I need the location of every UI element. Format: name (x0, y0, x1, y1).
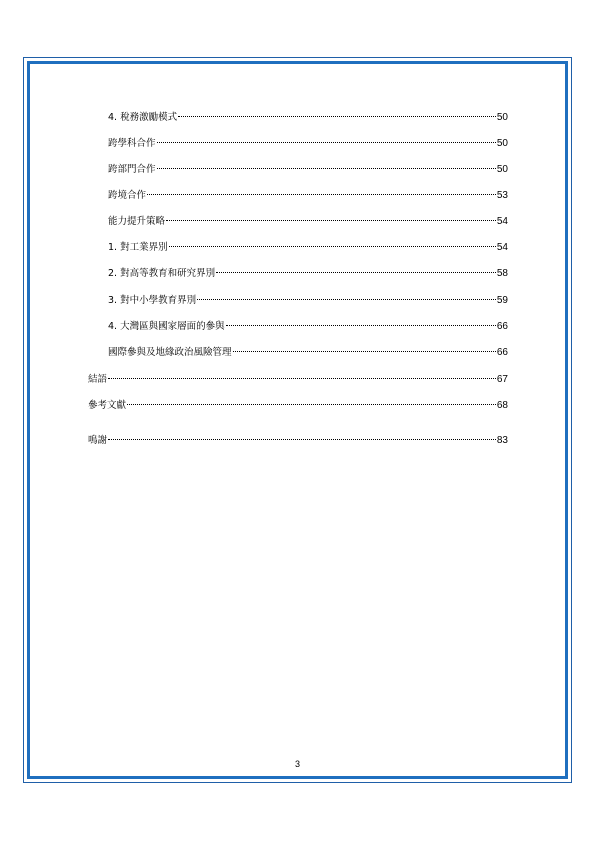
toc-leader-dots (169, 246, 496, 247)
toc-entry-page: 50 (496, 138, 508, 149)
toc-entry-label: 2. 對高等教育和研究界別 (108, 268, 216, 279)
toc-leader-dots (197, 299, 496, 300)
toc-entry-label: 結語 (88, 374, 108, 385)
toc-entry-label: 4. 大灣區與國家層面的參與 (108, 321, 225, 332)
toc-entry[interactable] (108, 294, 508, 308)
toc-entry-page: 50 (496, 164, 508, 175)
toc-entry[interactable] (108, 215, 508, 229)
toc-leader-dots (157, 168, 496, 169)
toc-entry-page: 83 (496, 435, 508, 446)
toc-entry-label: 3. 對中小學教育界別 (108, 295, 197, 306)
toc-entry-page: 67 (496, 374, 508, 385)
toc-entry[interactable] (108, 163, 508, 177)
toc-entry-page: 53 (496, 190, 508, 201)
toc-entry-page: 68 (496, 400, 508, 411)
toc-entry-label: 4. 稅務激勵模式 (108, 112, 178, 123)
toc-entry-label: 跨部門合作 (108, 164, 156, 175)
toc-entry[interactable] (108, 346, 508, 360)
page-number: 3 (294, 759, 300, 769)
toc-leader-dots (166, 220, 496, 221)
toc-leader-dots (127, 404, 496, 405)
toc-leader-dots (233, 351, 496, 352)
toc-leader-dots (178, 116, 496, 117)
toc-entry-page: 54 (496, 242, 508, 253)
toc-entry[interactable] (88, 399, 508, 413)
toc-entry-label: 能力提升策略 (108, 216, 166, 227)
toc-entry-page: 66 (496, 347, 508, 358)
toc-entry-page: 59 (496, 295, 508, 306)
toc-entry-label: 鳴謝 (88, 435, 108, 446)
toc-entry-page: 50 (496, 112, 508, 123)
toc-leader-dots (147, 194, 496, 195)
toc-entry-label: 參考文獻 (88, 400, 127, 411)
toc-entry-label: 國際參與及地緣政治風險管理 (108, 347, 232, 358)
toc-leader-dots (216, 272, 496, 273)
toc-entry[interactable] (108, 137, 508, 151)
toc-entry[interactable] (108, 189, 508, 203)
toc-entry-page: 66 (496, 321, 508, 332)
toc-entry-page: 58 (496, 268, 508, 279)
toc-leader-dots (226, 325, 496, 326)
toc-entry-label: 跨學科合作 (108, 138, 156, 149)
toc-entry-label: 跨境合作 (108, 190, 147, 201)
toc-entry[interactable] (108, 267, 508, 281)
toc-leader-dots (108, 439, 496, 440)
toc-entry[interactable] (88, 434, 508, 448)
toc-entry[interactable] (108, 241, 508, 255)
toc-leader-dots (108, 378, 496, 379)
toc-entry[interactable] (108, 111, 508, 125)
toc-entry[interactable] (108, 320, 508, 334)
toc-entry-label: 1. 對工業界別 (108, 242, 168, 253)
toc-leader-dots (157, 142, 496, 143)
toc-entry[interactable] (88, 373, 508, 387)
toc-entry-page: 54 (496, 216, 508, 227)
